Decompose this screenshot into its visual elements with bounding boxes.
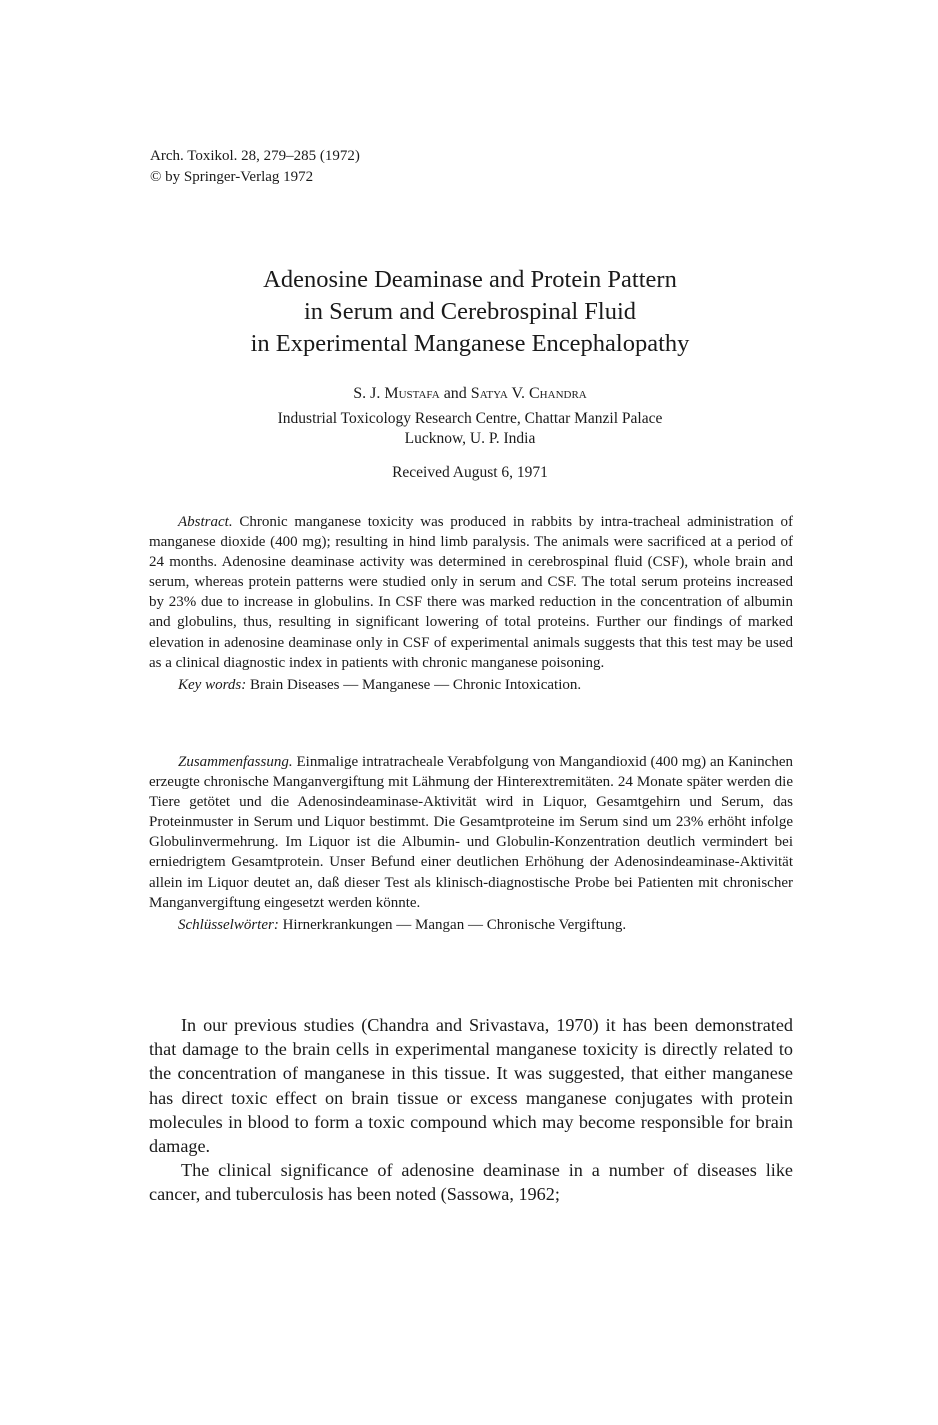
copyright-line: © by Springer-Verlag 1972 (150, 169, 314, 185)
keywords-text: Brain Diseases — Manganese — Chronic Intoxication. (249, 676, 582, 693)
body-paragraph-2: The clinical significance of adenosine deaminase in a number of diseases like cancer, and tuberculosis has been noted (Sassowa, 1962; (149, 1160, 793, 1205)
journal-citation: Arch. Toxikol. 28, 279–285 (1972) (150, 148, 360, 164)
schluesselwoerter-text: Hirnerkrankungen — Mangan — Chronische Vergiftung. (282, 916, 627, 933)
zusammenfassung-section (149, 752, 793, 935)
affiliation-line-1: Industrial Toxicology Research Centre, Chattar Manzil Palace (277, 410, 663, 427)
paper-title (150, 264, 790, 360)
title-line-1: Adenosine Deaminase and Protein Pattern (263, 266, 677, 293)
schluesselwoerter-label: Schlüsselwörter: (178, 916, 279, 933)
journal-header (150, 146, 360, 188)
abstract-text: Chronic manganese toxicity was produced in rabbits by intra-tracheal administration of manganese dioxide (400 mg); resulting in hind limb paralysis. The animals were sacrificed at a period of 24 months. Adenosine deaminase activity was determined in cerebrospinal fluid (CSF), whole brain and serum, whereas protein patterns were studied only in serum and CSF. The total serum proteins increased by 23% due to increase in globulins. In CSF there was marked reduction in the concentration of albumin and globulins, thus, resulting in significant lowering of total proteins. Further our findings of marked elevation in adenosine deaminase only in CSF of experimental animals suggests that this test may be used as a clinical diagnostic index in patients with chronic manganese poisoning. (149, 514, 793, 671)
zusammenfassung-label: Zusammenfassung. (178, 754, 293, 770)
author-line (150, 385, 790, 403)
author-1: S. J. Mustafa (353, 385, 440, 402)
title-line-2: in Serum and Cerebrospinal Fluid (303, 298, 637, 325)
abstract-paragraph (149, 512, 793, 673)
zusammenfassung-paragraph (149, 752, 793, 913)
affiliation (150, 409, 790, 449)
author-2: Satya V. Chandra (470, 385, 587, 402)
body-text (149, 1013, 793, 1207)
body-paragraph-1: In our previous studies (Chandra and Srivastava, 1970) it has been demonstrated that damage to the brain cells in experimental manganese toxicity is directly related to the concentration of manganese in this tissue. It was suggested, that either manganese has direct toxic effect on brain tissue or excess manganese conjugates with protein molecules in blood to form a toxic compound which may become responsible for brain damage. (149, 1015, 793, 1157)
affiliation-line-2: Lucknow, U. P. India (404, 430, 536, 447)
keywords-label: Key words: (178, 676, 247, 693)
abstract-section (149, 512, 793, 695)
author-conjunction: and (443, 385, 467, 402)
schluesselwoerter-line (149, 915, 793, 935)
zusammenfassung-text: Einmalige intratracheale Verabfolgung von Mangandioxid (400 mg) an Kaninchen erzeugte chronische Manganvergiftung mit Lähmung der Hinterextremitäten. 24 Monate später werden die Tiere getötet und die Adenosindeaminase-Aktivität wird in Liquor, Gesamtgehirn und Serum, das Proteinmuster in Serum und Liquor bestimmt. Die Gesamtproteine im Serum sind um 23% erhöht infolge Globulinvermehrung. Im Liquor ist die Albumin- und Globulin-Konzentration deutlich vermindert bei erniedrigtem Gesamtprotein. Unser Befund einer deutlichen Erhöhung der Adenosindeaminase-Aktivität allein im Liquor deutet an, daß dieser Test als klinisch-diagnostische Probe bei Patienten mit chronischer Manganvergiftung eingesetzt werden könnte. (149, 754, 794, 911)
keywords-line (149, 675, 793, 695)
received-date: Received August 6, 1971 (392, 464, 548, 481)
abstract-label: Abstract. (178, 514, 233, 530)
title-line-3: in Experimental Manganese Encephalopathy (250, 330, 690, 357)
